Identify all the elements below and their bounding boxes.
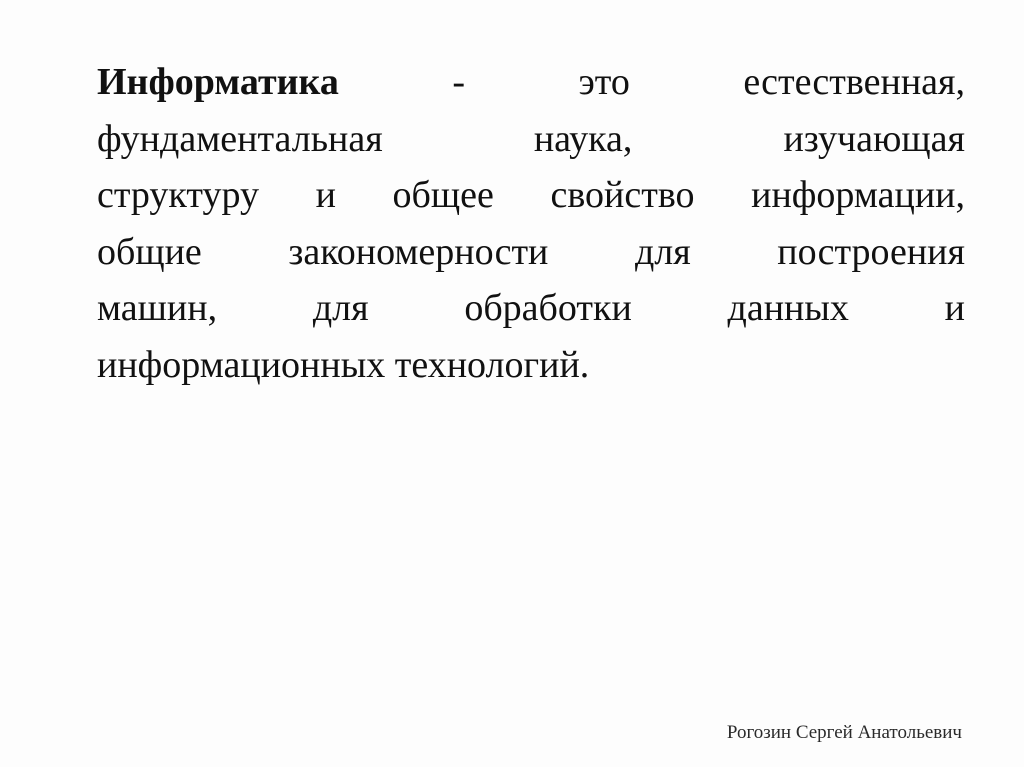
definition-paragraph [97, 54, 965, 393]
definition-line-1 [97, 54, 965, 111]
definition-line-6: информационных технологий. [97, 343, 590, 386]
definition-line-1-text: - это естественная, [452, 61, 966, 103]
author-name: Рогозин Сергей Анатольевич [726, 722, 962, 743]
defined-term: Информатика [97, 61, 339, 103]
definition-line-5: машин, для обработки данных и [97, 287, 965, 329]
definition-line-2: фундаментальная наука, изучающая [97, 117, 965, 160]
definition-line-3: структуру и общее свойство информации, [97, 174, 965, 216]
definition-line-4: общие закономерности для построения [97, 230, 965, 273]
